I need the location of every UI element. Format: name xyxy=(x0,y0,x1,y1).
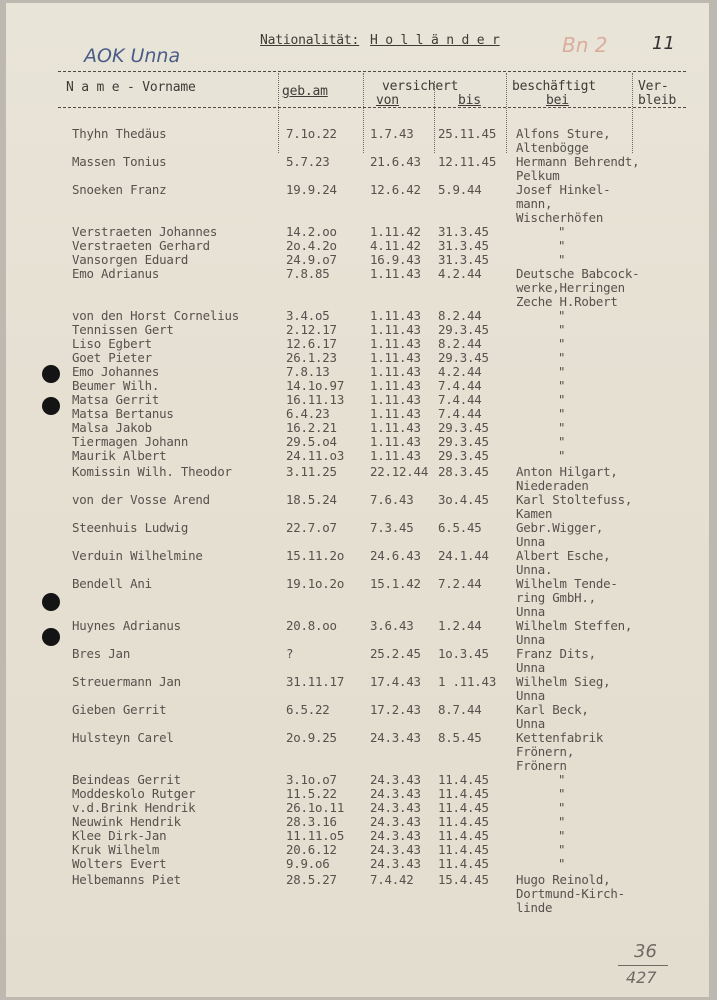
row-employer-ditto: " xyxy=(558,842,566,857)
row-insured-to: 11.4.45 xyxy=(438,814,489,829)
row-name: Maurik Albert xyxy=(72,448,167,463)
row-employer: Deutsche Babcock- xyxy=(516,266,640,281)
row-insured-to: 29.3.45 xyxy=(438,420,489,435)
row-employer: Unna. xyxy=(516,562,553,577)
row-name: Helbemanns Piet xyxy=(72,872,181,887)
row-born: 18.5.24 xyxy=(286,492,337,507)
row-name: Vansorgen Eduard xyxy=(72,252,189,267)
row-employer: Hermann Behrendt, xyxy=(516,154,640,169)
row-employer: Wilhelm Sieg, xyxy=(516,674,611,689)
footer-mark-bottom: 427 xyxy=(626,968,657,987)
row-insured-from: 24.6.43 xyxy=(370,548,421,563)
row-name: Bendell Ani xyxy=(72,576,152,591)
row-insured-to: 1 .11.43 xyxy=(438,674,497,689)
column-header-born: geb.am xyxy=(282,84,328,99)
row-employer-ditto: " xyxy=(558,800,566,815)
row-employer: Anton Hilgart, xyxy=(516,464,618,479)
row-name: Komissin Wilh. Theodor xyxy=(72,464,232,479)
row-name: Streuermann Jan xyxy=(72,674,181,689)
row-born: 20.6.12 xyxy=(286,842,337,857)
row-born: 5.7.23 xyxy=(286,154,330,169)
row-insured-to: 12.11.45 xyxy=(438,154,497,169)
nationality-value: H o l l ä n d e r xyxy=(370,33,500,48)
row-name: Verduin Wilhelmine xyxy=(72,548,203,563)
row-insured-from: 24.3.43 xyxy=(370,772,421,787)
nationality-label: Nationalität: xyxy=(260,33,360,48)
row-born: 24.9.o7 xyxy=(286,252,337,267)
red-stamp: Bn 2 xyxy=(562,33,608,57)
row-born: 14.2.oo xyxy=(286,224,337,239)
row-insured-to: 4.2.44 xyxy=(438,364,482,379)
row-insured-to: 11.4.45 xyxy=(438,786,489,801)
row-born: 6.5.22 xyxy=(286,702,330,717)
row-insured-from: 24.3.43 xyxy=(370,730,421,745)
row-employer: Karl Beck, xyxy=(516,702,589,717)
row-insured-from: 21.6.43 xyxy=(370,154,421,169)
row-employer-ditto: " xyxy=(558,786,566,801)
row-insured-to: 4.2.44 xyxy=(438,266,482,281)
column-header-stay: Ver- xyxy=(638,79,669,94)
row-name: Emo Johannes xyxy=(72,364,160,379)
row-born: 16.2.21 xyxy=(286,420,337,435)
row-employer: Albert Esche, xyxy=(516,548,611,563)
row-insured-from: 24.3.43 xyxy=(370,800,421,815)
row-employer: Wischerhöfen xyxy=(516,210,604,225)
row-name: v.d.Brink Hendrik xyxy=(72,800,196,815)
row-employer-ditto: " xyxy=(558,308,566,323)
column-divider xyxy=(363,73,364,153)
row-employer: Frönern xyxy=(516,758,567,773)
row-employer: Wilhelm Steffen, xyxy=(516,618,633,633)
row-insured-to: 5.9.44 xyxy=(438,182,482,197)
row-name: Steenhuis Ludwig xyxy=(72,520,189,535)
row-name: Tiermagen Johann xyxy=(72,434,189,449)
row-employer: Wilhelm Tende- xyxy=(516,576,618,591)
row-insured-from: 7.4.42 xyxy=(370,872,414,887)
row-name: von den Horst Cornelius xyxy=(72,308,239,323)
row-born: 22.7.o7 xyxy=(286,520,337,535)
row-born: 2o.9.25 xyxy=(286,730,337,745)
row-employer-ditto: " xyxy=(558,224,566,239)
row-born: 24.11.o3 xyxy=(286,448,345,463)
row-name: Thyhn Thedäus xyxy=(72,126,167,141)
row-name: Beindeas Gerrit xyxy=(72,772,181,787)
row-name: Hulsteyn Carel xyxy=(72,730,174,745)
row-employer-ditto: " xyxy=(558,406,566,421)
row-employer-ditto: " xyxy=(558,252,566,267)
row-born: 9.9.o6 xyxy=(286,856,330,871)
row-employer: Unna xyxy=(516,660,546,675)
header-rule-bottom xyxy=(58,107,686,108)
row-insured-to: 28.3.45 xyxy=(438,464,489,479)
row-insured-from: 1.11.43 xyxy=(370,336,421,351)
row-name: Neuwink Hendrik xyxy=(72,814,181,829)
row-insured-from: 16.9.43 xyxy=(370,252,421,267)
row-insured-to: 7.2.44 xyxy=(438,576,482,591)
row-insured-to: 7.4.44 xyxy=(438,392,482,407)
row-insured-to: 1.2.44 xyxy=(438,618,482,633)
row-born: 7.8.85 xyxy=(286,266,330,281)
row-insured-to: 8.5.45 xyxy=(438,730,482,745)
row-born: 26.1o.11 xyxy=(286,800,345,815)
row-insured-to: 7.4.44 xyxy=(438,378,482,393)
row-insured-to: 8.7.44 xyxy=(438,702,482,717)
row-name: Kruk Wilhelm xyxy=(72,842,160,857)
row-born: 2o.4.2o xyxy=(286,238,337,253)
handwritten-title: AOK Unna xyxy=(84,45,181,67)
header-rule-top xyxy=(58,71,686,72)
row-insured-to: 3o.4.45 xyxy=(438,492,489,507)
row-insured-to: 11.4.45 xyxy=(438,800,489,815)
row-name: Beumer Wilh. xyxy=(72,378,160,393)
row-name: Matsa Bertanus xyxy=(72,406,174,421)
row-name: Wolters Evert xyxy=(72,856,167,871)
row-employer-ditto: " xyxy=(558,448,566,463)
row-insured-to: 8.2.44 xyxy=(438,308,482,323)
row-insured-from: 24.3.43 xyxy=(370,856,421,871)
row-name: Bres Jan xyxy=(72,646,131,661)
row-insured-from: 1.11.43 xyxy=(370,308,421,323)
row-employer: werke,Herringen xyxy=(516,280,625,295)
row-born: 29.5.o4 xyxy=(286,434,337,449)
row-born: ? xyxy=(286,646,294,661)
row-insured-to: 29.3.45 xyxy=(438,322,489,337)
row-employer-ditto: " xyxy=(558,378,566,393)
row-insured-from: 15.1.42 xyxy=(370,576,421,591)
row-employer-ditto: " xyxy=(558,336,566,351)
row-employer: Unna xyxy=(516,688,546,703)
row-insured-to: 11.4.45 xyxy=(438,842,489,857)
row-insured-from: 12.6.42 xyxy=(370,182,421,197)
row-born: 11.5.22 xyxy=(286,786,337,801)
column-header-name: N a m e - Vorname xyxy=(66,80,196,95)
row-name: Verstraeten Gerhard xyxy=(72,238,210,253)
punch-hole-3 xyxy=(42,593,60,611)
row-insured-to: 24.1.44 xyxy=(438,548,489,563)
row-born: 6.4.23 xyxy=(286,406,330,421)
column-header-employed-sub: bei xyxy=(546,93,569,108)
row-born: 15.11.2o xyxy=(286,548,345,563)
row-born: 19.9.24 xyxy=(286,182,337,197)
row-name: Moddeskolo Rutger xyxy=(72,786,196,801)
row-employer-ditto: " xyxy=(558,772,566,787)
row-insured-to: 7.4.44 xyxy=(438,406,482,421)
column-divider xyxy=(278,73,279,153)
row-insured-from: 1.11.43 xyxy=(370,322,421,337)
row-born: 14.1o.97 xyxy=(286,378,345,393)
row-insured-from: 1.11.43 xyxy=(370,448,421,463)
row-insured-from: 7.3.45 xyxy=(370,520,414,535)
row-insured-from: 17.2.43 xyxy=(370,702,421,717)
row-insured-to: 11.4.45 xyxy=(438,772,489,787)
row-born: 28.5.27 xyxy=(286,872,337,887)
row-insured-to: 29.3.45 xyxy=(438,448,489,463)
row-employer-ditto: " xyxy=(558,350,566,365)
row-insured-from: 1.11.43 xyxy=(370,350,421,365)
row-insured-from: 4.11.42 xyxy=(370,238,421,253)
column-divider xyxy=(632,73,633,153)
row-insured-to: 11.4.45 xyxy=(438,828,489,843)
column-header-stay-sub: bleib xyxy=(638,93,677,108)
row-insured-to: 31.3.45 xyxy=(438,224,489,239)
row-insured-to: 31.3.45 xyxy=(438,238,489,253)
row-insured-to: 8.2.44 xyxy=(438,336,482,351)
punch-hole-1 xyxy=(42,365,60,383)
row-insured-from: 3.6.43 xyxy=(370,618,414,633)
row-name: Matsa Gerrit xyxy=(72,392,160,407)
row-born: 3.1o.o7 xyxy=(286,772,337,787)
row-employer: Unna xyxy=(516,716,546,731)
punch-hole-4 xyxy=(42,628,60,646)
row-employer-ditto: " xyxy=(558,828,566,843)
column-divider xyxy=(506,73,507,153)
row-employer-ditto: " xyxy=(558,322,566,337)
row-insured-from: 17.4.43 xyxy=(370,674,421,689)
row-born: 31.11.17 xyxy=(286,674,345,689)
row-name: von der Vosse Arend xyxy=(72,492,210,507)
row-employer: Hugo Reinold, xyxy=(516,872,611,887)
row-insured-from: 7.6.43 xyxy=(370,492,414,507)
row-employer-ditto: " xyxy=(558,420,566,435)
row-name: Huynes Adrianus xyxy=(72,618,181,633)
row-employer-ditto: " xyxy=(558,434,566,449)
column-header-insured: versichert xyxy=(382,79,459,94)
row-name: Gieben Gerrit xyxy=(72,702,167,717)
row-employer-ditto: " xyxy=(558,238,566,253)
row-employer: Zeche H.Robert xyxy=(516,294,618,309)
row-insured-from: 24.3.43 xyxy=(370,828,421,843)
row-employer: Karl Stoltefuss, xyxy=(516,492,633,507)
row-name: Klee Dirk-Jan xyxy=(72,828,167,843)
row-born: 16.11.13 xyxy=(286,392,345,407)
column-header-from: von xyxy=(376,93,399,108)
column-header-employed: beschäftigt xyxy=(512,79,596,94)
row-name: Verstraeten Johannes xyxy=(72,224,218,239)
row-employer: ring GmbH., xyxy=(516,590,596,605)
row-insured-to: 15.4.45 xyxy=(438,872,489,887)
row-born: 3.11.25 xyxy=(286,464,337,479)
row-name: Liso Egbert xyxy=(72,336,152,351)
row-employer: Franz Dits, xyxy=(516,646,596,661)
row-employer: mann, xyxy=(516,196,553,211)
document-page xyxy=(6,3,709,997)
row-born: 11.11.o5 xyxy=(286,828,345,843)
row-insured-from: 1.11.43 xyxy=(370,364,421,379)
row-insured-to: 1o.3.45 xyxy=(438,646,489,661)
row-name: Snoeken Franz xyxy=(72,182,167,197)
row-insured-from: 1.7.43 xyxy=(370,126,414,141)
row-born: 3.4.o5 xyxy=(286,308,330,323)
row-insured-from: 1.11.43 xyxy=(370,392,421,407)
footer-mark-top: 36 xyxy=(634,941,657,962)
row-insured-from: 24.3.43 xyxy=(370,842,421,857)
row-name: Tennissen Gert xyxy=(72,322,174,337)
row-employer: linde xyxy=(516,900,553,915)
row-born: 7.8.13 xyxy=(286,364,330,379)
row-insured-from: 1.11.43 xyxy=(370,420,421,435)
row-born: 19.1o.2o xyxy=(286,576,345,591)
row-born: 28.3.16 xyxy=(286,814,337,829)
row-employer: Gebr.Wigger, xyxy=(516,520,604,535)
row-insured-from: 1.11.43 xyxy=(370,406,421,421)
row-employer: Pelkum xyxy=(516,168,560,183)
punch-hole-2 xyxy=(42,397,60,415)
row-insured-from: 1.11.43 xyxy=(370,434,421,449)
row-employer: Altenbögge xyxy=(516,140,589,155)
row-employer: Kettenfabrik xyxy=(516,730,604,745)
row-insured-from: 22.12.44 xyxy=(370,464,429,479)
footer-mark-line xyxy=(618,965,668,966)
row-employer-ditto: " xyxy=(558,392,566,407)
row-born: 12.6.17 xyxy=(286,336,337,351)
row-insured-from: 25.2.45 xyxy=(370,646,421,661)
page-number: 11 xyxy=(652,33,675,54)
row-name: Malsa Jakob xyxy=(72,420,152,435)
row-employer: Josef Hinkel- xyxy=(516,182,611,197)
row-employer: Unna xyxy=(516,534,546,549)
row-employer: Unna xyxy=(516,604,546,619)
row-insured-from: 24.3.43 xyxy=(370,814,421,829)
row-insured-to: 29.3.45 xyxy=(438,350,489,365)
row-insured-to: 11.4.45 xyxy=(438,856,489,871)
row-insured-to: 29.3.45 xyxy=(438,434,489,449)
row-born: 2.12.17 xyxy=(286,322,337,337)
row-born: 26.1.23 xyxy=(286,350,337,365)
row-insured-to: 6.5.45 xyxy=(438,520,482,535)
row-born: 7.1o.22 xyxy=(286,126,337,141)
row-name: Emo Adrianus xyxy=(72,266,160,281)
row-insured-from: 1.11.43 xyxy=(370,378,421,393)
row-employer: Frönern, xyxy=(516,744,575,759)
row-employer-ditto: " xyxy=(558,814,566,829)
column-header-to: bis xyxy=(458,93,481,108)
row-insured-from: 1.11.43 xyxy=(370,266,421,281)
row-name: Massen Tonius xyxy=(72,154,167,169)
row-employer: Alfons Sture, xyxy=(516,126,611,141)
row-employer: Niederaden xyxy=(516,478,589,493)
row-insured-from: 1.11.42 xyxy=(370,224,421,239)
row-employer: Kamen xyxy=(516,506,553,521)
row-employer-ditto: " xyxy=(558,364,566,379)
row-name: Goet Pieter xyxy=(72,350,152,365)
row-employer: Dortmund-Kirch- xyxy=(516,886,625,901)
row-employer-ditto: " xyxy=(558,856,566,871)
row-born: 20.8.oo xyxy=(286,618,337,633)
row-insured-to: 25.11.45 xyxy=(438,126,497,141)
row-insured-to: 31.3.45 xyxy=(438,252,489,267)
row-insured-from: 24.3.43 xyxy=(370,786,421,801)
row-employer: Unna xyxy=(516,632,546,647)
